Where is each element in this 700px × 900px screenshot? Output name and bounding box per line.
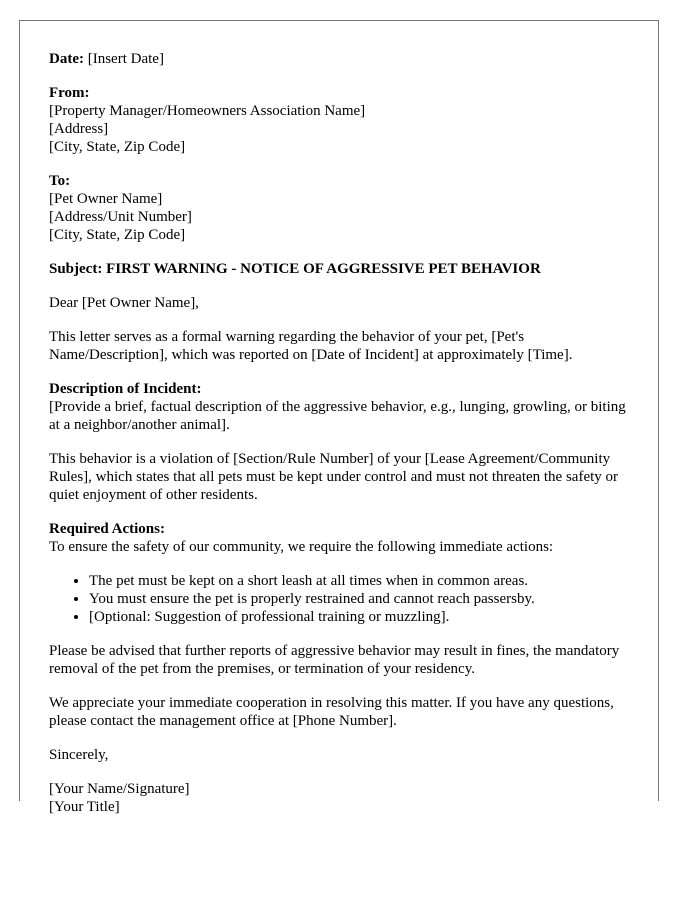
incident-text: [Provide a brief, factual description of the aggressive behavior, e.g., lunging, growling, or biting at a neighbor/another animal]. — [49, 399, 626, 433]
from-label: From: — [49, 85, 90, 101]
signature-line: [Your Title] — [49, 799, 120, 815]
list-item: • You must ensure the pet is properly restrained and cannot reach passersby. — [89, 590, 639, 608]
letter-content — [49, 50, 639, 832]
subject-label: Subject: — [49, 261, 103, 277]
actions-list — [49, 572, 639, 626]
salutation: Dear [Pet Owner Name], — [49, 295, 199, 311]
from-line: [Address] — [49, 121, 109, 137]
from-line: [Property Manager/Homeowners Association Name] — [49, 103, 366, 119]
violation-paragraph: This behavior is a violation of [Section/Rule Number] of your [Lease Agreement/Community Rules], which states that all pets must be kept under control and must not threaten the safety or quiet enjoyment of other residents. — [49, 451, 619, 503]
signature-line: [Your Name/Signature] — [49, 781, 190, 797]
actions-heading: Required Actions: — [49, 521, 165, 537]
to-block — [49, 172, 639, 244]
signature-block — [49, 780, 639, 816]
subject-value: FIRST WARNING - NOTICE OF AGGRESSIVE PET BEHAVIOR — [106, 261, 541, 277]
date-label: Date: — [49, 51, 84, 67]
list-item: • The pet must be kept on a short leash at all times when in common areas. — [89, 572, 639, 590]
to-line: [Address/Unit Number] — [49, 209, 192, 225]
to-line: [Pet Owner Name] — [49, 191, 163, 207]
advisory-paragraph: Please be advised that further reports of aggressive behavior may result in fines, the mandatory removal of the pet from the premises, or termination of your residency. — [49, 643, 620, 677]
list-item: • [Optional: Suggestion of professional training or muzzling]. — [89, 608, 639, 626]
incident-block — [49, 380, 639, 434]
to-label: To: — [49, 173, 71, 189]
from-line: [City, State, Zip Code] — [49, 139, 186, 155]
actions-block — [49, 520, 639, 556]
subject-line — [49, 260, 639, 278]
to-line: [City, State, Zip Code] — [49, 227, 186, 243]
closing: Sincerely, — [49, 747, 109, 763]
from-block — [49, 84, 639, 156]
date-value: [Insert Date] — [87, 51, 164, 67]
letter-page — [19, 20, 659, 815]
appreciation-paragraph: We appreciate your immediate cooperation in resolving this matter. If you have any questions, please contact the management office at [Phone Number]. — [49, 695, 614, 729]
actions-intro: To ensure the safety of our community, we require the following immediate actions: — [49, 539, 554, 555]
date-line — [49, 50, 639, 68]
incident-heading: Description of Incident: — [49, 381, 202, 397]
intro-paragraph: This letter serves as a formal warning regarding the behavior of your pet, [Pet's Name/Description], which was reported on [Date of Incident] at approximately [Time]. — [49, 329, 573, 363]
